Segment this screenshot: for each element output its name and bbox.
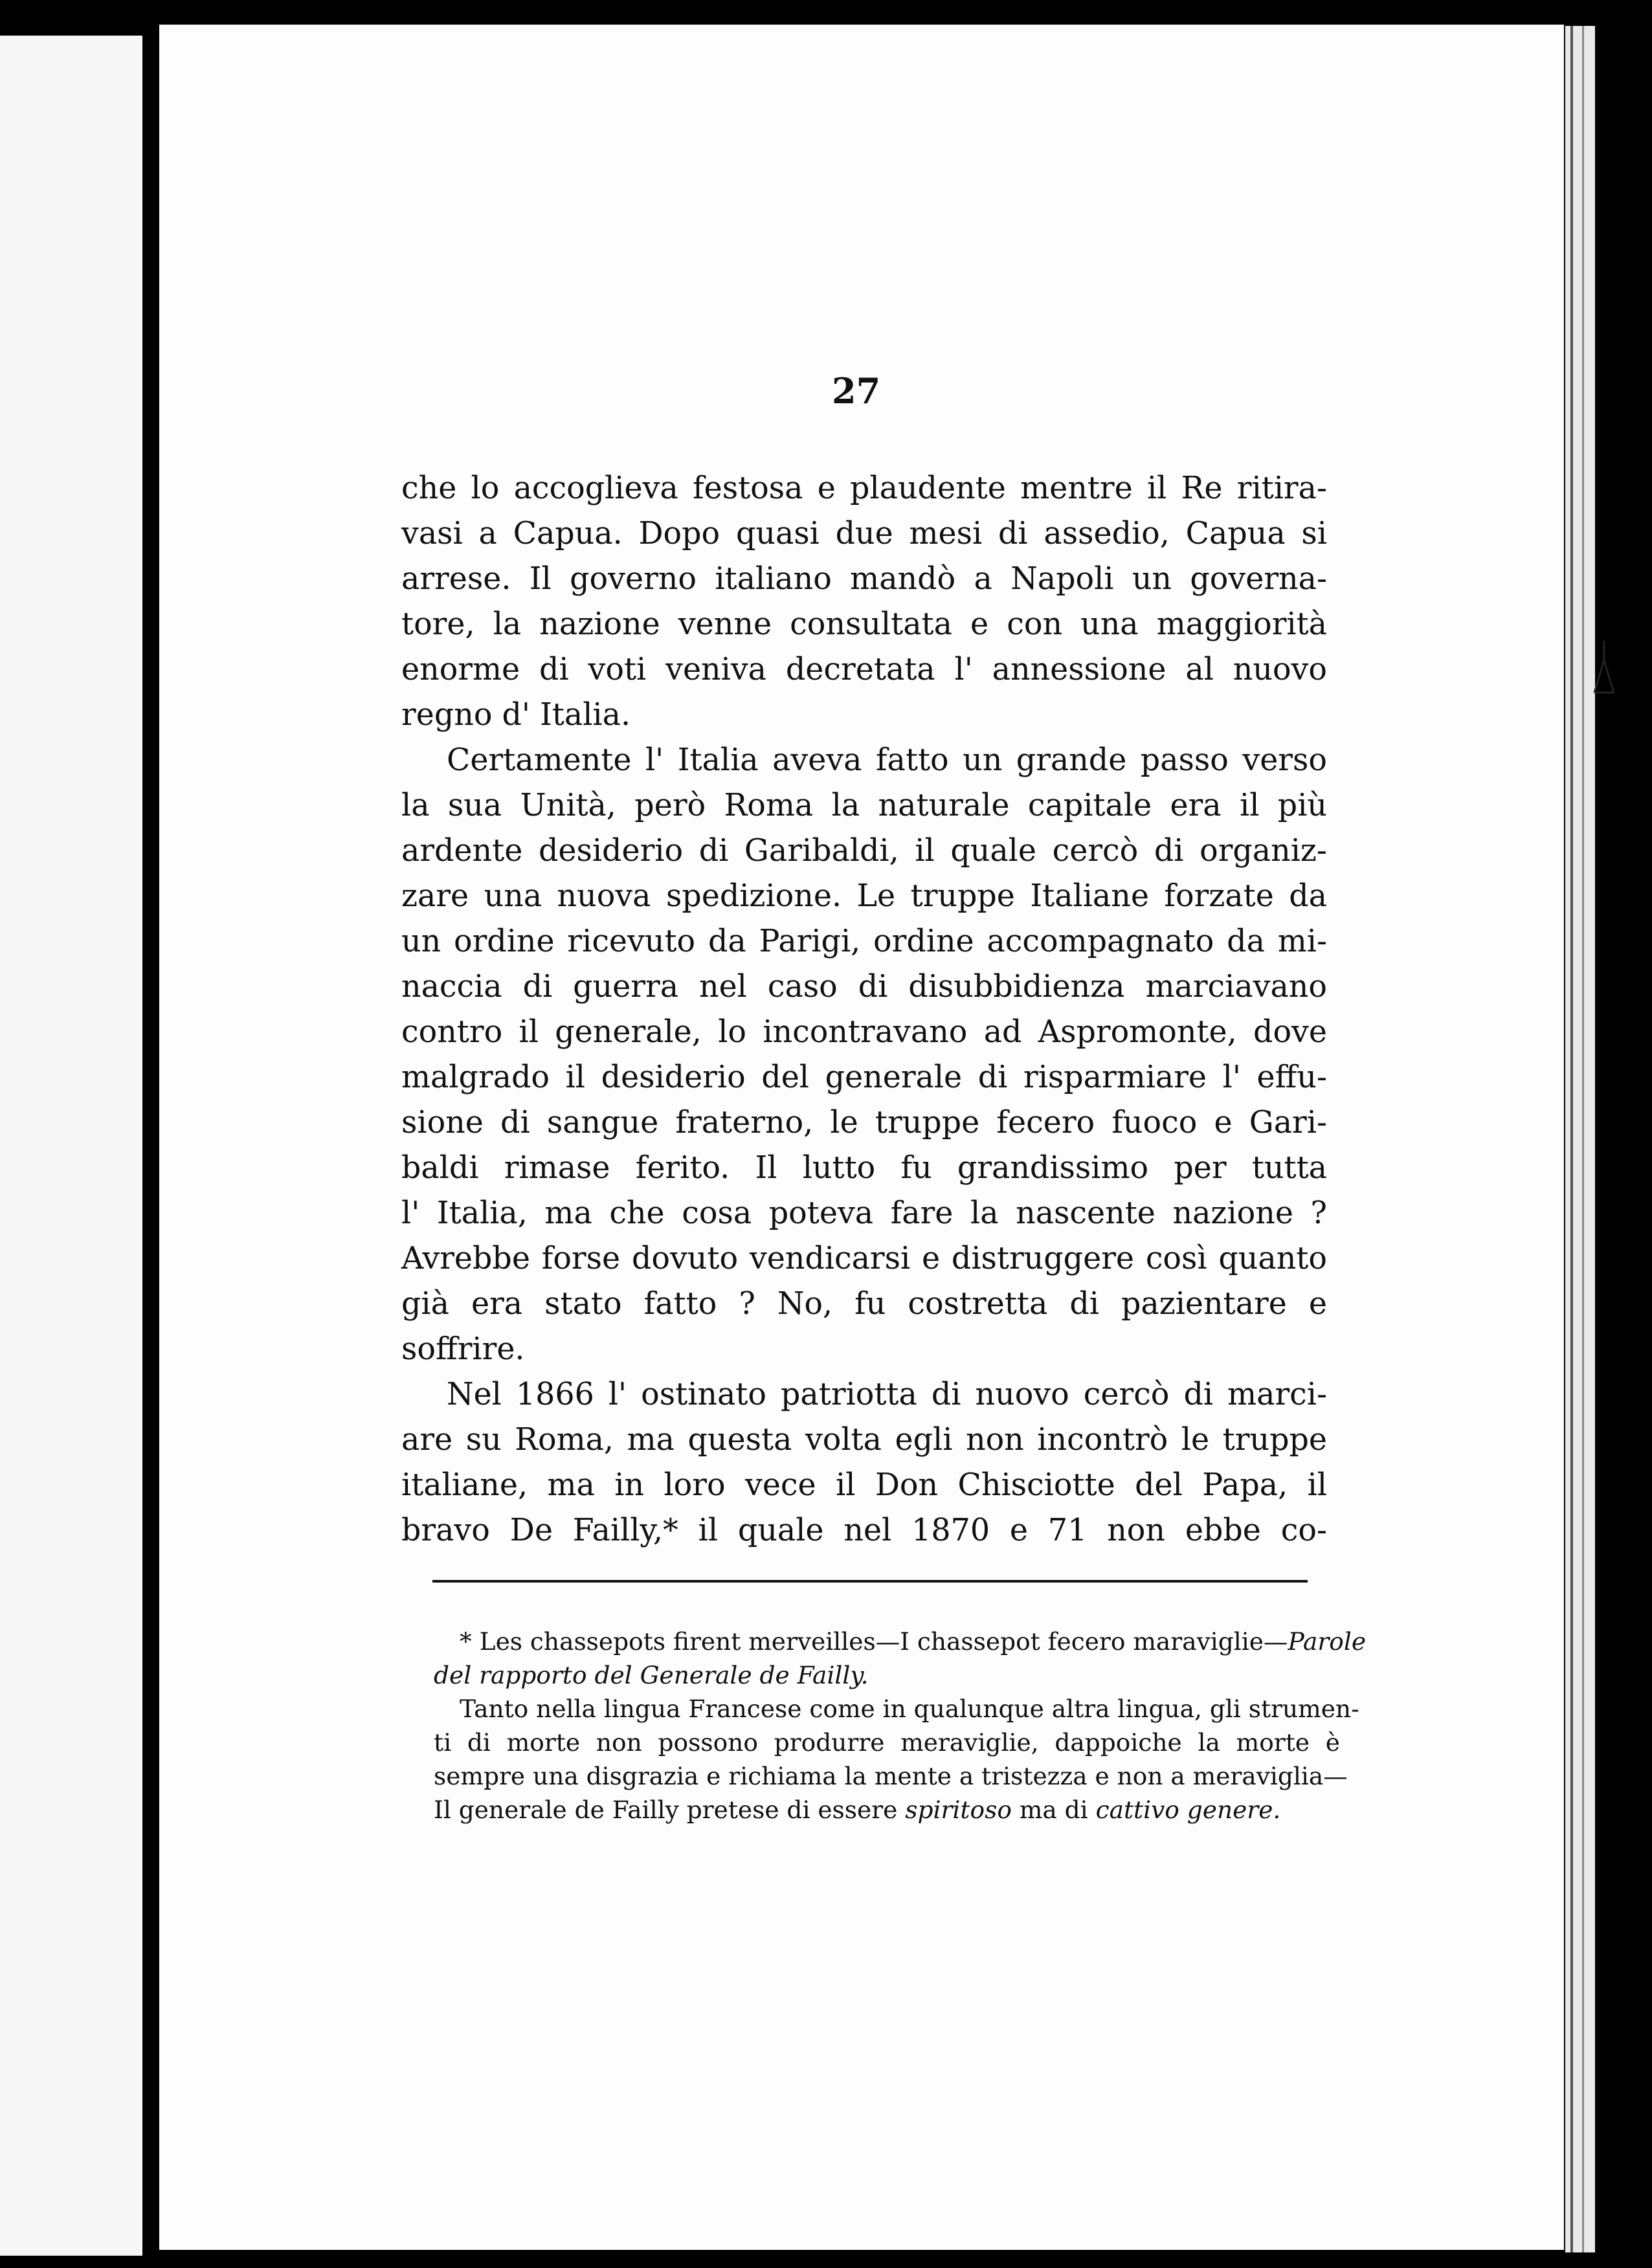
- footnote-line: [434, 1793, 1340, 1827]
- footnote-line: ti di morte non possono produrre meraviglie, dappoiche la morte è: [434, 1728, 1340, 1757]
- body-line: la sua Unità, però Roma la naturale capitale era il più: [401, 788, 1327, 823]
- footnote: [434, 1625, 1367, 1827]
- page-stack-edge: [1565, 26, 1595, 2252]
- body-line: are su Roma, ma questa volta egli non incontrò le truppe: [401, 1422, 1327, 1458]
- body-line: sione di sangue fraterno, le truppe fecero fuoco e Gari-: [401, 1105, 1327, 1140]
- footnote-line: [434, 1658, 1340, 1692]
- footnote-line: sempre una disgrazia e richiama la mente a tristezza e non a meraviglia—: [434, 1762, 1348, 1790]
- body-line: Nel 1866 l' ostinato patriotta di nuovo cercò di marci-: [447, 1377, 1327, 1412]
- body-line: naccia di guerra nel caso di disubbidienza marciavano: [401, 969, 1327, 1005]
- footnote-italic: del rapporto del Generale de Failly.: [434, 1661, 869, 1689]
- footnote-italic: Parole: [1288, 1627, 1367, 1656]
- body-line: malgrado il desiderio del generale di risparmiare l' effu-: [401, 1060, 1327, 1095]
- body-line: zare una nuova spedizione. Le truppe Italiane forzate da: [401, 878, 1327, 914]
- body-line: baldi rimase ferito. Il lutto fu grandissimo per tutta: [401, 1150, 1327, 1186]
- body-line: ardente desiderio di Garibaldi, il quale cercò di organiz-: [401, 833, 1327, 869]
- body-line: Avrebbe forse dovuto vendicarsi e distruggere così quanto: [401, 1241, 1327, 1276]
- body-line: Certamente l' Italia aveva fatto un grande passo verso: [447, 742, 1327, 778]
- body-line: bravo De Failly,* il quale nel 1870 e 71 non ebbe co-: [401, 1513, 1327, 1548]
- body-line: l' Italia, ma che cosa poteva fare la nascente nazione ?: [401, 1195, 1327, 1231]
- body-line: che lo accoglieva festosa e plaudente mentre il Re ritira-: [401, 471, 1327, 506]
- body-line: contro il generale, lo incontravano ad Aspromonte, dove: [401, 1014, 1327, 1050]
- body-line: enorme di voti veniva decretata l' annessione al nuovo: [401, 652, 1327, 687]
- footnote-italic: cattivo genere.: [1095, 1796, 1281, 1824]
- body-line: italiane, ma in loro vece il Don Chisciotte del Papa, il: [401, 1467, 1327, 1503]
- facing-page-edge: [0, 36, 142, 2256]
- footnote-text: Il generale de Failly pretese di essere: [434, 1796, 906, 1824]
- footnote-line: Tanto nella lingua Francese come in qualunque altra lingua, gli strumen-: [460, 1695, 1359, 1723]
- body-line: arrese. Il governo italiano mandò a Napoli un governa-: [401, 561, 1327, 597]
- body-line: già era stato fatto ? No, fu costretta di pazientare e: [401, 1286, 1327, 1322]
- footnote-text: ma di: [1011, 1796, 1096, 1824]
- bookmark-thread-icon: [1589, 641, 1619, 699]
- body-text: [401, 466, 1327, 1553]
- body-line: tore, la nazione venne consultata e con una maggiorità: [401, 606, 1327, 642]
- body-line: soffrire.: [401, 1331, 525, 1367]
- body-line: regno d' Italia.: [401, 697, 631, 733]
- page-number: 27: [832, 370, 881, 412]
- footnote-line: [434, 1625, 1367, 1658]
- footnote-divider: [432, 1580, 1308, 1583]
- footnote-text: * Les chassepots firent merveilles—I chassepot fecero maraviglie—: [460, 1627, 1288, 1656]
- body-line: vasi a Capua. Dopo quasi due mesi di assedio, Capua si: [401, 516, 1327, 551]
- footnote-italic: spiritoso: [905, 1796, 1012, 1824]
- body-line: un ordine ricevuto da Parigi, ordine accompagnato da mi-: [401, 924, 1327, 959]
